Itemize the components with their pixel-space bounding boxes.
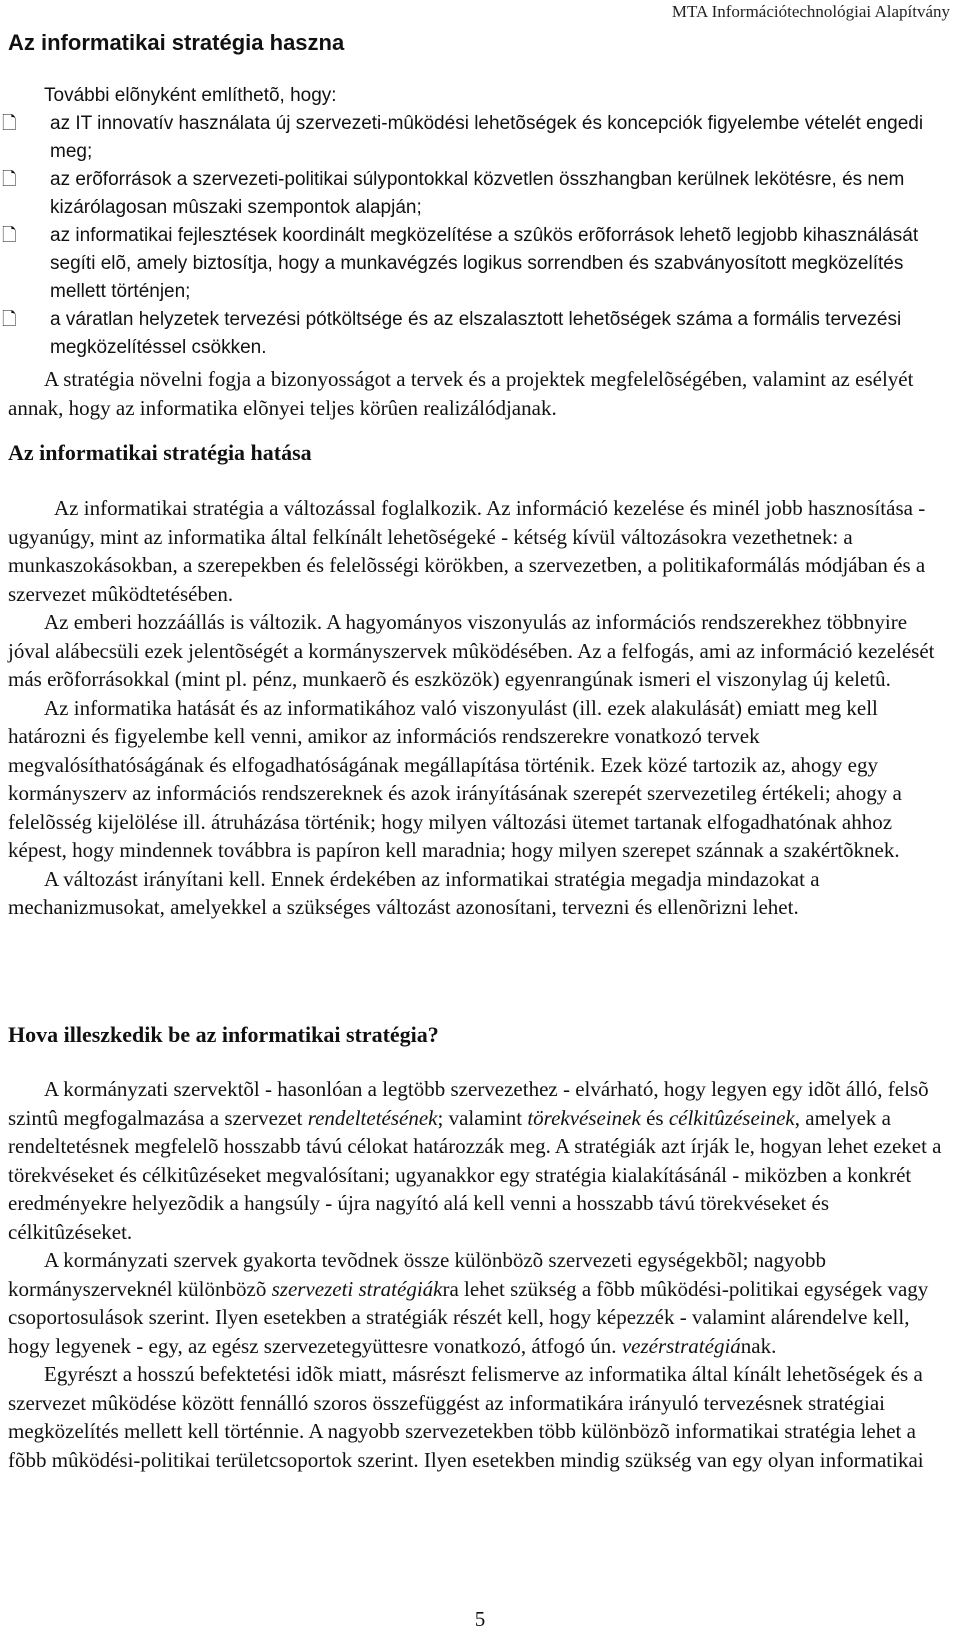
paragraph — [0, 1075, 960, 1246]
section-title-hova: Hova illeszkedik be az informatikai stratégia? — [8, 1022, 439, 1047]
bullet-item — [0, 222, 960, 306]
paragraph: Az informatikai stratégia a változással foglalkozik. Az információ kezelése és minél jobb hasznosítása - ugyanúgy, mint az informatika által felkínált lehetõségeké - kétség kívül változásokra vezethetnek: a munkaszokásokban, a szerepekben és felelõsségi körökben, a szervezetben, a politikaformálás módjában és a szervezet mûködtetésében. — [8, 496, 926, 606]
bullet-text: a váratlan helyzetek tervezési pótköltsége és az elszalasztott lehetõségek száma a formális tervezési megközelítéssel csökken. — [50, 309, 902, 358]
paragraph: A változást irányítani kell. Ennek érdekében az informatikai stratégia megadja mindazokat a mechanizmusokat, amelyekkel a szükséges változást azonosítani, tervezni és ellenõrizni lehet. — [8, 866, 820, 919]
text-run: A kormányzati szervek gyakorta tevõdnek össze különbözõ szervezeti egységekbõl; nagyobb kormányszerveknél különbözõ — [8, 1248, 826, 1301]
text-run: ra lehet szükség a fõbb mûködési-politikai egységek vagy csoportosulások szerint. Ilyen esetekben a stratégiák részét kell, hogy képezzék - valamint alárendelve kell, hogy legyenek - egy, az egész szervezetegyüttesre vonatkozó, átfogó ún. — [8, 1276, 929, 1358]
text-run: nak. — [740, 1333, 777, 1358]
page-number: 5 — [474, 1607, 486, 1631]
bullet-text: az informatikai fejlesztések koordinált megközelítése a szûkös erõforrások lehetõ legjobb kihasználását segíti elõ, amely biztosítja, hogy a munkavégzés logikus sorrendben és szabványosított megközelítés mellett történjen; — [50, 225, 919, 302]
bullet-item — [0, 110, 960, 166]
text-run: ; valamint — [437, 1105, 528, 1130]
text-run: , amelyek a rendeltetésnek megfelelõ hosszabb távú célokat határozzák meg. A stratégiák azt írják le, hogyan lehet ezeket a törekvéseket és célkitûzéseket megvalósítani; ugyanakkor egy stratégia kialakításánál - miközben a konkrét eredményekre helyezõdik a hangsúly - újra nagyító alá kell venni a hosszabb távú törekvéseket és célkitûzéseket. — [8, 1105, 942, 1244]
section2-body — [0, 494, 960, 922]
notepad-icon: 🗋 — [2, 169, 17, 190]
paragraph: Az informatika hatását és az informatikához való viszonyulást (ill. ezek alakulását) emiatt meg kell határozni és figyelembe kell venni, amikor az információs rendszerekre vonatkozó tervek megvalósíthatóságának és elfogadhatóságának megállapítása történik. Ezek közé tartozik az, ahogy egy kormányszerv az információs rendszereknek és azok irányításának szerepét szervezetileg értékeli; ahogy a felelõsség kijelölése ill. átruházása történik; hogy milyen változási ütemet tartanak elfogadhatónak ahhoz képest, hogy mindennek továbbra is papíron kell maradnia; hogy milyen szerepet szánnak a szakértõknek. — [8, 695, 902, 862]
section-title-haszna: Az informatikai stratégia haszna — [8, 30, 345, 55]
intro-block — [0, 82, 960, 362]
italic-term: szervezeti stratégiák — [271, 1276, 443, 1301]
notepad-icon: 🗋 — [2, 225, 17, 246]
bullet-text: az erõforrások a szervezeti-politikai súlypontokkal közvetlen összhangban kerülnek lekötésre, és nem kizárólagosan mûszaki szempontok alapján; — [50, 169, 905, 218]
notepad-icon: 🗋 — [2, 309, 17, 330]
paragraph: Egyrészt a hosszú befektetési idõk miatt, másrészt felismerve az informatika által kínált lehetõségek és a szervezet mûködése között fennálló szoros összefüggést az informatikára irányuló tervezésnek stratégiai megközelítés mellett kell történnie. A nagyobb szervezetekben több különbözõ informatikai stratégia lehet a fõbb mûködési-politikai területcsoportok szerint. Ilyen esetekben mindig szükség van egy olyan informatikai — [8, 1362, 924, 1472]
section-title-hatasa: Az informatikai stratégia hatása — [8, 440, 312, 465]
italic-term: rendeltetésének — [307, 1105, 438, 1130]
bullet-text: az IT innovatív használata új szervezeti-mûködési lehetõségek és koncepciók figyelembe vételét engedi meg; — [50, 113, 924, 162]
text-run: és — [640, 1105, 669, 1130]
italic-term: vezérstratégiá — [621, 1333, 741, 1358]
bullet-item — [0, 306, 960, 362]
paragraph: Az emberi hozzáállás is változik. A hagyományos viszonyulás az információs rendszerekhez többnyire jóval alábecsüli ezek jelentõségét a kormányszervek mûködésében. Az a felfogás, ami az információ kezelését más erõforrásokkal (mint pl. pénz, munkaerõ és eszközök) egyenrangúnak ismeri el viszonylag új keletû. — [8, 610, 935, 691]
header-organization: MTA Információtechnológiai Alapítvány — [671, 2, 950, 21]
section3-body — [0, 1075, 960, 1474]
notepad-icon: 🗋 — [2, 113, 17, 134]
intro-closing-paragraph: A stratégia növelni fogja a bizonyosságot a tervek és a projektek megfelelõségében, valamint az esélyét annak, hogy az informatika elõnyei teljes körûen realizálódjanak. — [8, 367, 914, 420]
intro-lead: További elõnyként említhetõ, hogy: — [44, 85, 337, 106]
italic-term: célkitûzéseinek — [668, 1105, 795, 1130]
paragraph — [0, 1246, 960, 1360]
text-run: A kormányzati szervektõl - hasonlóan a legtöbb szervezethez - elvárható, hogy legyen egy idõt álló, felsõ szintû megfogalmazása a szervezet — [8, 1077, 929, 1130]
bullet-item — [0, 166, 960, 222]
italic-term: törekvéseinek — [527, 1105, 641, 1130]
